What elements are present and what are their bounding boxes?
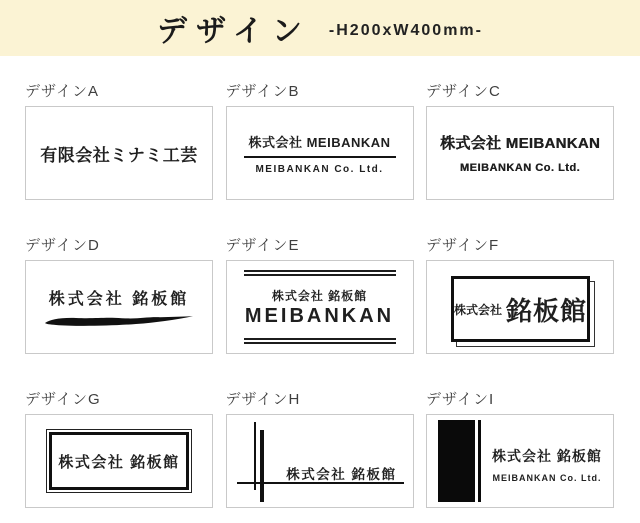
- design-c-label: デザインC: [426, 83, 501, 100]
- design-e-label: デザインE: [225, 237, 300, 254]
- design-card-i: [426, 392, 614, 508]
- design-c-plate: [426, 106, 614, 200]
- design-card-c: [426, 84, 614, 200]
- page-title: デザイン: [157, 15, 311, 48]
- design-d-plate: [25, 260, 213, 354]
- plate-size-spec: -H200xW400mm-: [328, 22, 483, 39]
- design-grid: [0, 56, 640, 508]
- design-i-label: デザインI: [426, 391, 495, 408]
- design-b-plate: [226, 106, 414, 200]
- company-subtext: MEIBANKAN Co. Ltd.: [459, 162, 581, 174]
- design-e-plate: [226, 260, 414, 354]
- design-i-plate: [426, 414, 614, 508]
- design-a-plate: [25, 106, 213, 200]
- company-name-roman: MEIBANKAN: [244, 304, 395, 327]
- design-card-g: [25, 392, 213, 508]
- design-g-plate: [25, 414, 213, 508]
- company-name-text: 株式会社 銘板館: [492, 448, 602, 464]
- double-rule-top: [244, 270, 396, 276]
- design-card-e: [226, 238, 414, 354]
- inner-frame: [451, 276, 590, 342]
- company-subtext: MEIBANKAN Co. Ltd.: [492, 473, 602, 483]
- design-a-label: デザインA: [25, 83, 99, 100]
- thin-vertical-line: [478, 420, 481, 502]
- design-card-b: [226, 84, 414, 200]
- company-subtext: MEIBANKAN Co. Ltd.: [255, 163, 384, 175]
- design-g-label: デザインG: [25, 391, 101, 408]
- company-name-text: 株式会社 銘板館: [271, 288, 368, 303]
- design-b-label: デザインB: [225, 83, 300, 100]
- double-rule-bottom: [244, 338, 396, 344]
- header-banner: [0, 0, 640, 56]
- company-name-text: 株式会社 銘板館: [286, 467, 397, 482]
- company-name-text: 有限会社ミナミ工芸: [40, 145, 198, 165]
- company-prefix-text: 株式会社: [454, 302, 503, 317]
- black-block-bar: [438, 420, 475, 502]
- company-name-text: 株式会社 MEIBANKAN: [248, 134, 391, 150]
- company-name-text: 銘板館: [506, 296, 588, 326]
- design-h-label: デザインH: [225, 391, 301, 408]
- design-card-f: [426, 238, 614, 354]
- thick-vertical-line: [260, 430, 264, 502]
- underline-rule: [244, 156, 396, 158]
- design-card-h: [226, 392, 414, 508]
- design-f-plate: [426, 260, 614, 354]
- company-name-text: 株式会社 銘板館: [48, 291, 190, 308]
- design-d-label: デザインD: [25, 237, 100, 254]
- company-name-text: 株式会社 銘板館: [58, 453, 180, 471]
- design-h-plate: [226, 414, 414, 508]
- double-border-frame: [46, 429, 192, 493]
- design-card-a: [25, 84, 213, 200]
- company-name-text: 株式会社 MEIBANKAN: [439, 135, 601, 152]
- thin-vertical-line: [254, 422, 256, 490]
- design-card-d: [25, 238, 213, 354]
- design-f-label: デザインF: [426, 237, 500, 254]
- brush-stroke-icon: [44, 312, 194, 328]
